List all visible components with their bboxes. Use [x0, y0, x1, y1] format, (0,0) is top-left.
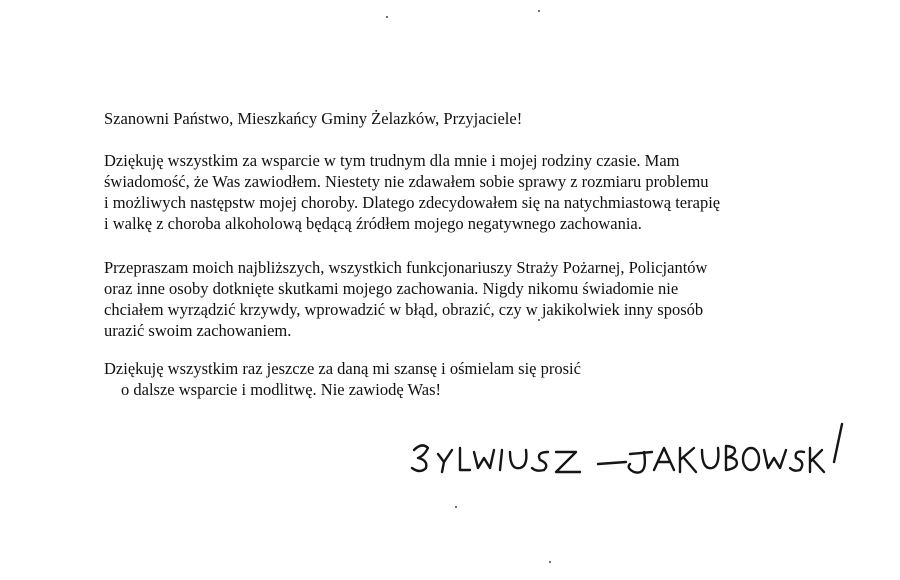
paragraph-line: i walkę z choroba alkoholową będącą źródłem mojego negatywnego zachowania.: [104, 214, 642, 233]
paragraph-line: oraz inne osoby dotknięte skutkami mojego zachowania. Nigdy nikomu świadomie nie: [104, 279, 679, 298]
paragraph-line: i możliwych następstw mojej choroby. Dlatego zdecydowałem się na natychmiastową terapię: [104, 193, 721, 212]
paragraph-line: Dziękuję wszystkim za wsparcie w tym trudnym dla mnie i mojej rodziny czasie. Mam: [104, 151, 680, 170]
paragraph-line: Przepraszam moich najbliższych, wszystkich funkcjonariuszy Straży Pożarnej, Policjantów: [104, 258, 708, 277]
paragraph-line: świadomość, że Was zawiodłem. Niestety nie zdawałem sobie sprawy z rozmiaru problemu: [104, 172, 709, 191]
salutation: Szanowni Państwo, Mieszkańcy Gminy Żelazków, Przyjaciele!: [104, 109, 523, 128]
paragraph-thanks: [104, 150, 720, 234]
handwritten-signature: [408, 418, 858, 488]
paragraph-line: chciałem wyrządzić krzywdy, wprowadzić w błąd, obrazić, czy w jakikolwiek inny sposób: [104, 300, 704, 319]
paragraph-apology: [104, 257, 707, 341]
paragraph-line: o dalsze wsparcie i modlitwę. Nie zawiodę Was!: [121, 380, 442, 399]
paragraph-closing: [104, 358, 581, 400]
paragraph-line: urazić swoim zachowaniem.: [104, 321, 292, 340]
paragraph-line: Dziękuję wszystkim raz jeszcze za daną mi szansę i ośmielam się prosić: [104, 359, 581, 378]
